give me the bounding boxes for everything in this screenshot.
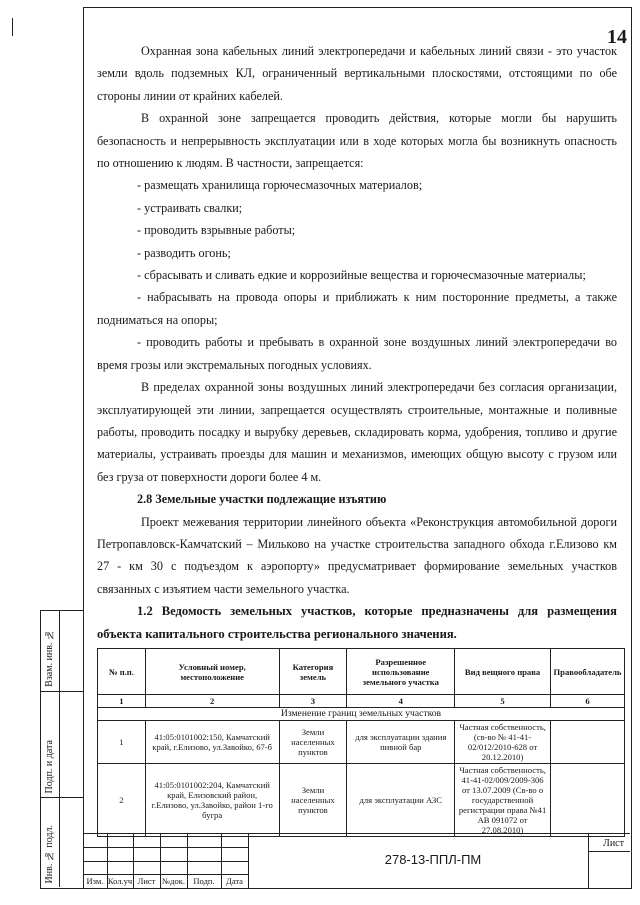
paragraph: В охранной зоне запрещается проводить действия, которые могли бы нарушить безопасность и непрерывность эксплуатации или в ходе которых могла бы возникнуть опасность по отношению к людям. В частности, запрещается: <box>97 111 617 171</box>
table-cell: 41:05:0101002:150, Камчатский край, г.Елизово, ул.Завойко, 67-б <box>145 721 279 764</box>
table-cell: Земли населенных пунктов <box>279 764 347 837</box>
title-block <box>83 833 630 888</box>
table-cell: Частная собственность, 41-41-02/009/2009-306 от 13.07.2009 (Св-во о государственной регистрации права №41 АВ 091072 от 27.08.2010) <box>455 764 551 837</box>
stamp-label-signature: Подп. <box>193 876 215 886</box>
paragraph: Охранная зона кабельных линий электропередачи и кабельных линий связи - это участок земли вдоль подземных КЛ, ограниченный вертикальными плоскостями, отстоящими по обе стороны линии от крайних кабелей. <box>97 44 617 103</box>
table-group-title: Изменение границ земельных участков <box>98 708 625 721</box>
column-number: 3 <box>279 695 347 708</box>
stamp-label-sheet: Лист <box>137 876 156 886</box>
table-cell: Частная собственность, (св-во № 41-41-02/012/2010-628 от 20.12.2010) <box>455 721 551 764</box>
section-heading: 2.8 Земельные участки подлежащие изъятию <box>137 492 387 507</box>
sheet-label: Лист <box>603 838 624 849</box>
column-number: 2 <box>145 695 279 708</box>
list-item: - разводить огонь; <box>137 245 231 260</box>
table-cell: Земли населенных пунктов <box>279 721 347 764</box>
column-number: 6 <box>550 695 624 708</box>
edge-mark <box>12 18 13 36</box>
list-item: - сбрасывать и сливать едкие и коррозийные вещества и горючесмазочные материалы; <box>137 268 586 283</box>
list-item: - устраивать свалки; <box>137 200 243 215</box>
page-number: 14 <box>607 26 627 48</box>
table-cell: 1 <box>98 721 146 764</box>
table-cell: 41:05:0101002:204, Камчатский край, Елизовский район, г.Елизово, ул.Завойко, район 1-го бугра <box>145 764 279 837</box>
land-plots-table <box>97 648 625 837</box>
table-cell <box>550 721 624 764</box>
strip-cell-signature-date <box>41 692 83 798</box>
column-number: 5 <box>455 695 551 708</box>
document-code: 278-13-ППЛ-ПМ <box>384 852 482 867</box>
list-item: - проводить взрывные работы; <box>137 223 296 238</box>
table-header-cell: Категория земель <box>279 649 347 695</box>
table-header-cell: Условный номер, местоположение <box>145 649 279 695</box>
document-body <box>97 40 617 645</box>
strip-label-signature-date: Подп. и дата <box>44 739 55 793</box>
paragraph: Проект межевания территории линейного объекта «Реконструкция автомобильной дороги Петропавловск-Камчатский – Мильково на участке строительства западного обхода г.Елизово км 27 - км 30 с подъездом к аэропорту» предусматривает формирование земельных участков связанных с изъятием части земельного участка. <box>97 514 617 596</box>
stamp-label-docnum: №док. <box>162 876 185 886</box>
section-heading: 1.2 Ведомость земельных участков, которые предназначены для размещения объекта капитального строительства регионального значения. <box>97 604 617 641</box>
paragraph: В пределах охранной зоны воздушных линий электропередачи без согласия организации, эксплуатирующей эти линии, запрещается осуществлять строительные, монтажные и поливные работы, проводить посадку и вырубку деревьев, складировать корма, удобрения, топливо и другие материалы, устраивать проезды для машин и механизмов, имеющих общую высоту с грузом или без груза от поверхности дороги более 4 м. <box>97 380 617 484</box>
table-header-cell: Вид вещного права <box>455 649 551 695</box>
column-number: 4 <box>347 695 455 708</box>
stamp-label-count: Кол.уч <box>107 876 133 886</box>
strip-label-inventory: Инв. № подл. <box>44 824 55 883</box>
table-cell: для эксплуатации АЗС <box>347 764 455 837</box>
list-item: - набрасывать на провода опоры и приближать к ним посторонние предметы, а также подниматься на опоры; <box>97 290 617 327</box>
table-cell: для эксплуатации здания пивной бар <box>347 721 455 764</box>
column-number: 1 <box>98 695 146 708</box>
strip-cell-inventory <box>41 798 83 887</box>
table-cell: 2 <box>98 764 146 837</box>
strip-cell-replacement <box>41 611 83 692</box>
stamp-label-date: Дата <box>226 876 243 886</box>
table-header-cell: Правообладатель <box>550 649 624 695</box>
table-header-cell: Разрешенное использование земельного участка <box>347 649 455 695</box>
stamp-label-change: Изм. <box>86 876 104 886</box>
table-cell <box>550 764 624 837</box>
list-item: - размещать хранилища горючесмазочных материалов; <box>137 178 423 193</box>
strip-label-replacement: Взам. инв. № <box>44 629 55 687</box>
list-item: - проводить работы и пребывать в охранной зоне воздушных линий электропередачи во время грозы или экстремальных погодных условиях. <box>97 335 617 372</box>
left-approval-strip <box>40 610 83 889</box>
table-row <box>98 721 625 764</box>
table-header-cell: № п.п. <box>98 649 146 695</box>
table-row <box>98 764 625 837</box>
